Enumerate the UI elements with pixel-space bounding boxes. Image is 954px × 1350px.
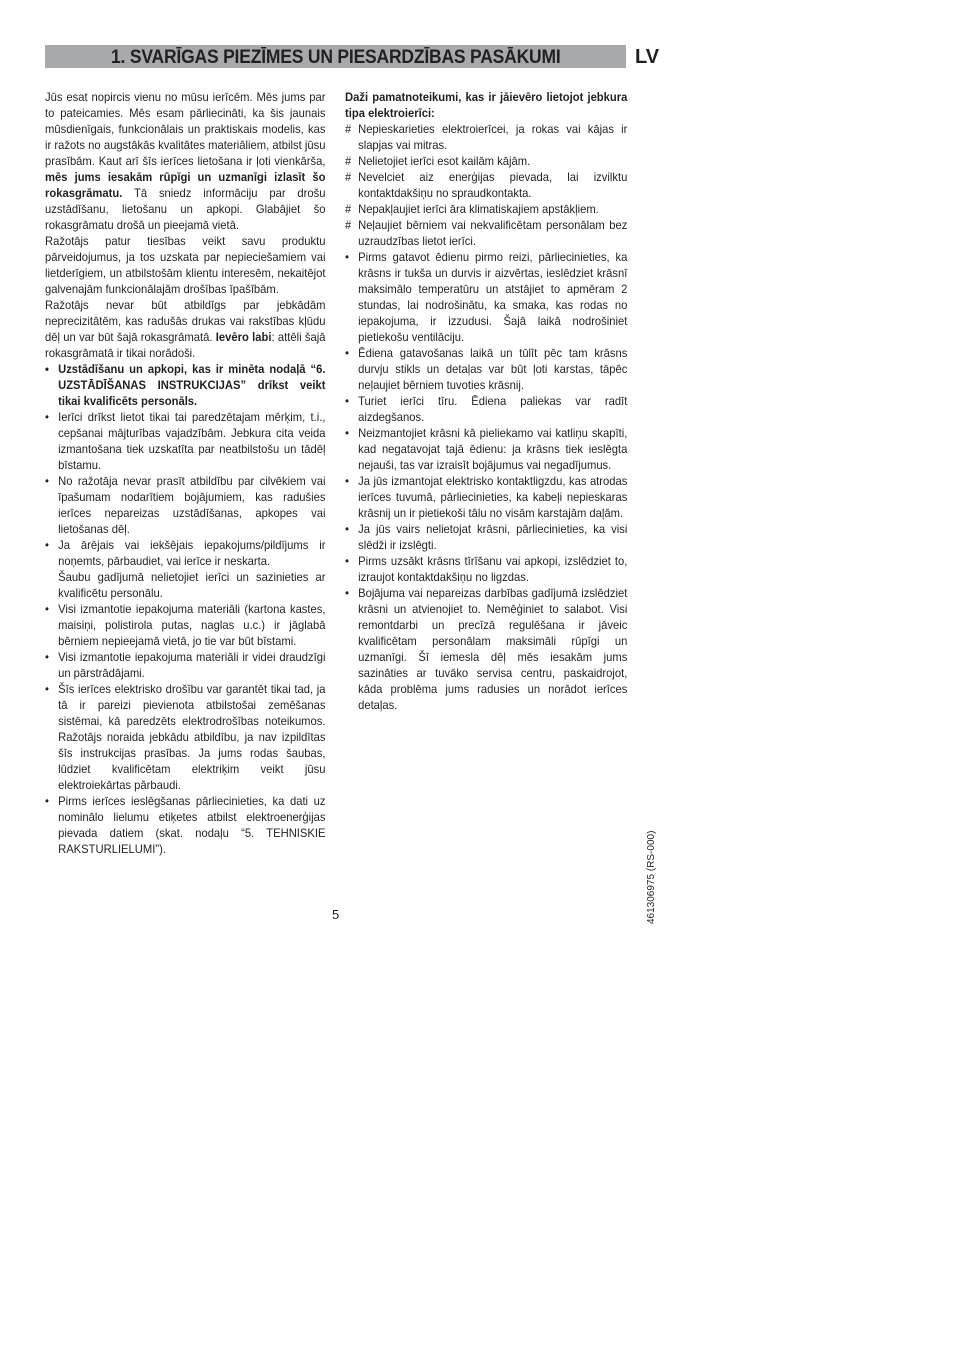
list-item [345,425,627,473]
intro-text-b: Tā sniedz informāciju par drošu uzstādīšanu, lietošanu un apkopi. Glabājiet šo rokasgrāmatu drošā un pieejamā vietā. [45,186,326,232]
list-item [345,521,627,553]
bullet-mark: • [345,346,349,360]
list-item-text: Ja ārējais vai iekšējais iepakojums/pildījums ir noņemts, pārbaudiet, vai ierīce ir neskarta. [58,538,326,568]
bullet-mark: • [345,250,349,264]
list-item-text: Ierīci drīkst lietot tikai tai paredzētajam mērķim, t.i., cepšanai mājturības vajadzībām. Jebkura cita veida izmantošana tiek uzskatīta par neatbilstošu un tādēļ bīstamu. [58,410,326,472]
list-item-text: Šīs ierīces elektrisko drošību var garantēt tikai tad, ja tā ir pareizi pievienota atbilstošai zemēšanas sistēmai, kā paredzēts elektrodrošības noteikumos. Ražotājs noraida jebkādu atbildību, ja nav izpildītas šīs instrukcijas prasības. Ja jums rodas šaubas, lūdziet kvalificētam elektriķim veikt jūsu elektroiekārtas pārbaudi. [58,682,326,792]
rules-heading-text: Daži pamatnoteikumi, kas ir jāievēro lietojot jebkura tipa elektroierīci: [345,90,628,120]
bullet-mark: • [45,650,49,664]
hash-item [345,121,627,153]
hash-item-text: Nepieskarieties elektroierīcei, ja rokas vai kājas ir slapjas vai mitras. [358,122,628,152]
list-item-extra-text: Šaubu gadījumā nelietojiet ierīci un sazinieties ar kvalificētu personālu. [58,570,326,600]
hash-mark: # [345,122,352,136]
bullet-mark: • [345,394,349,408]
manufacturer-paragraph: Ražotājs patur tiesības veikt savu produktu pārveidojumus, ja tos uzskata par nepieciešamiem vai lietderīgiem, un atbilstošām klientu interesēm, nekaitējot galvenajām funkcionālajām drošības īpašībām. [45,234,326,296]
bullet-mark: • [345,586,349,600]
intro-paragraph [45,89,326,233]
intro-text-a: Jūs esat nopircis vienu no mūsu ierīcēm. Mēs jums par to pateicamies. Mēs esam pārliecināti, ka šis jaunais mūsdienīgais, funkcionālais un praktiskais modelis, kas ir ražots no augstākās kvalitātes materiāliem, atbilst jūsu prasībām. Kaut arī šīs ierīces lietošana ir ļoti vienkārša, [45,90,326,168]
hash-item-text: Neļaujiet bērniem vai nekvalificētam personālam bez uzraudzības lietot ierīci. [358,218,628,248]
hash-item-text: Nevelciet aiz enerģijas pievada, lai izvilktu kontaktdakšiņu no spraudkontakta. [358,170,628,200]
section-header-bar [45,45,626,68]
liability-text-b: : attēli šajā rokasgrāmatā ir tikai norādoši. [45,330,326,360]
left-column [45,89,326,857]
list-item-text: Ja jūs vairs nelietojat krāsni, pārliecinieties, ka visi slēdži ir izslēgti. [358,522,628,552]
bullet-mark: • [345,474,349,488]
list-item [45,649,326,681]
bullet-mark: • [45,410,49,424]
section-title: 1. SVARĪGAS PIEZĪMES UN PIESARDZĪBAS PASĀKUMI [111,47,561,68]
liability-paragraph [45,297,326,361]
list-item [345,249,627,345]
liability-text-a: Ražotājs nevar būt atbildīgs par jebkādām neprecizitātēm, kas radušās drukas vai rakstības kļūdu dēļ un var būt šajā rokasgrāmatā. [45,298,326,344]
hash-mark: # [345,218,352,232]
right-column [345,89,627,713]
list-item [45,473,326,537]
list-item-text: Pirms gatavot ēdienu pirmo reizi, pārliecinieties, ka krāsns ir tukša un durvis ir aizvērtas, ieslēdziet krāsnī maksimālo temperatūru un atstājiet to apmēram 2 stundas, lai nodrošinātu, ka smaka, kas rodas no iepakojuma, ir izzudusi. Šajā laikā nodrošiniet pietiekošu ventilāciju. [358,250,628,344]
liability-text-bold: Ievēro labi [215,330,272,344]
hash-mark: # [345,202,352,216]
bullet-mark: • [45,794,49,808]
page-number: 5 [332,907,340,922]
bullet-mark: • [345,554,349,568]
bullet-mark: • [45,538,49,552]
hash-item [345,153,627,169]
bullet-mark: • [45,682,49,696]
list-item [345,473,627,521]
bullet-mark: • [45,474,49,488]
list-item [45,793,326,857]
list-item-text: Neizmantojiet krāsni kā pieliekamo vai katliņu skapīti, kad negatavojat tajā ēdienu: ja krāsns tiek ieslēgta nejauši, tas var izraisīt bojājumus vai negadījumus. [358,426,628,472]
list-item-text: Visi izmantotie iepakojuma materiāli ir videi draudzīgi un pārstrādājami. [58,650,326,680]
intro-text-bold: mēs jums iesakām rūpīgi un uzmanīgi izlasīt šo rokasgrāmatu. [45,170,326,200]
list-item [345,345,627,393]
hash-item [345,201,627,217]
hash-item-text: Nelietojiet ierīci esot kailām kājām. [358,154,531,168]
hash-item [345,169,627,201]
list-item [45,601,326,649]
rules-heading [345,89,627,121]
bullet-mark: • [345,522,349,536]
list-item-text: Visi izmantotie iepakojuma materiāli (kartona kastes, maisiņi, polistirola putas, naglas u.c.) ir jāglabā bērniem nepieejamā vietā, jo tie var būt bīstami. [58,602,326,648]
list-item-text: Ja jūs izmantojat elektrisko kontaktligzdu, kas atrodas ierīces tuvumā, pārliecinieties, ka kabeļi nepieskaras krāsnij un ir pietiekoši tālu no visām karstajām daļām. [358,474,628,520]
list-item [45,681,326,793]
list-item [345,553,627,585]
language-code: LV [635,46,660,68]
hash-mark: # [345,154,352,168]
list-item [345,393,627,425]
list-item [45,537,326,601]
bullet-mark: • [45,602,49,616]
list-item [345,585,627,713]
bullet-mark: • [345,426,349,440]
document-code: 461306975 (RS-000) [646,830,657,924]
list-item-text: Pirms uzsākt krāsns tīrīšanu vai apkopi, izslēdziet to, izraujot kontaktdakšiņu no ligzdas. [358,554,628,584]
list-item-text: Ēdiena gatavošanas laikā un tūlīt pēc tam krāsns durvju stikls un detaļas var būt ļoti karstas, tāpēc neļaujiet bērniem tuvoties krāsnij. [358,346,628,392]
list-item-text: Turiet ierīci tīru. Ēdiena paliekas var radīt aizdegšanos. [358,394,628,424]
bold-bullet-text: Uzstādīšanu un apkopi, kas ir minēta nodaļā “6. UZSTĀDĪŠANAS INSTRUKCIJAS” drīkst veikt tikai kvalificēts personāls. [58,362,326,408]
bullet-mark: • [45,362,49,376]
hash-item [345,217,627,249]
list-item-text: No ražotāja nevar prasīt atbildību par cilvēkiem vai īpašumam nodarītiem bojājumiem, kas radušies ierīces nepareizas uzstādīšanas, apkopes vai lietošanas dēļ. [58,474,326,536]
bold-bullet-item [45,361,326,409]
hash-mark: # [345,170,352,184]
hash-item-text: Nepakļaujiet ierīci āra klimatiskajiem apstākļiem. [358,202,599,216]
list-item-text: Pirms ierīces ieslēgšanas pārliecinieties, ka dati uz nominālo lielumu etiķetes atbilst elektroenerģijas pievada datiem (skat. nodaļu “5. TEHNISKIE RAKSTURLIELUMI”). [58,794,326,856]
list-item [45,409,326,473]
list-item-text: Bojājuma vai nepareizas darbības gadījumā izslēdziet krāsni un atvienojiet to. Nemēģiniet to salabot. Visi remontdarbi un precīzā regulēšana ir jāveic kvalificētam personālam maksimāli rūpīgi un uzmanīgi. Šī iemesla dēļ mēs iesakām jums sazināties ar tuvāko servisa centru, paskaidrojot, kāda problēma jums radusies un norādot ierīces detaļas. [358,586,628,712]
